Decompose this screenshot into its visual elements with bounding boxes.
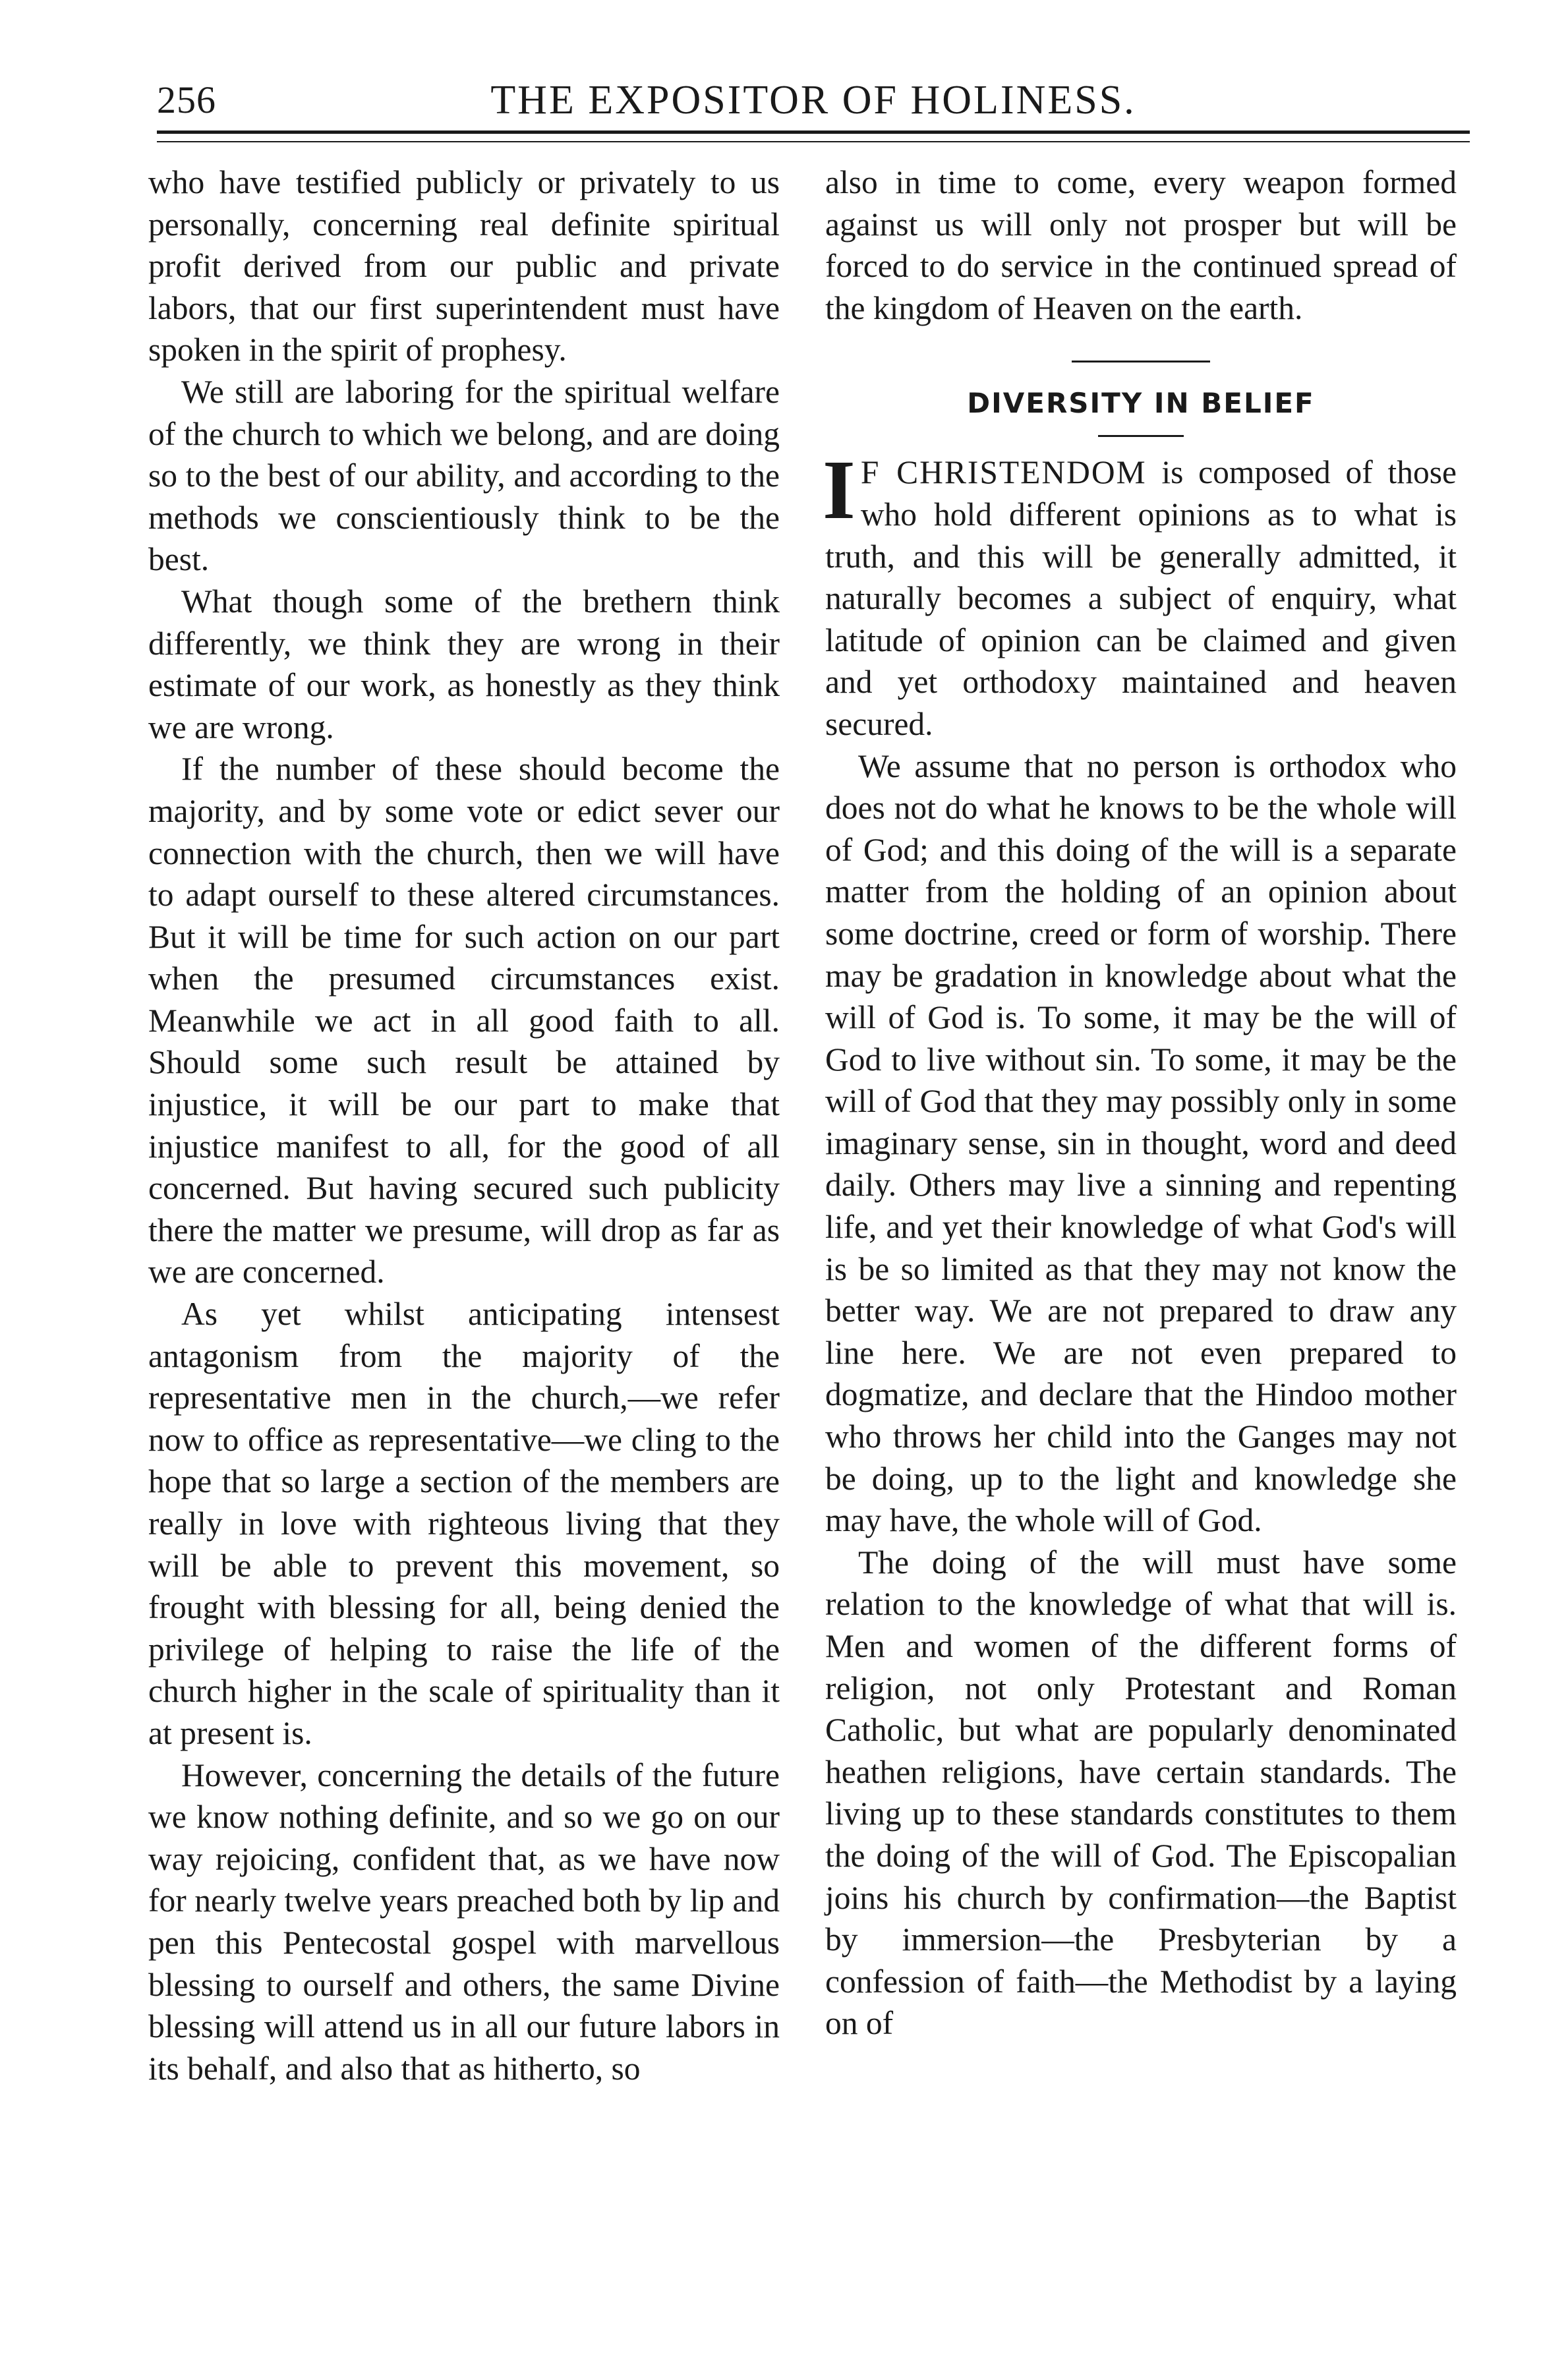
opening-text: is composed of those who hold different opinions as to what is truth, and this will be generally admitted, it naturally becomes a subject of enquiry, what latitude of opinion can be claimed and given and yet orthodoxy maintained and heaven secured. xyxy=(825,454,1457,742)
opening-smallcaps: F CHRISTENDOM xyxy=(860,454,1147,491)
paragraph: The doing of the will must have some relation to the knowledge of what that will is. Men and women of the different forms of religion, not only Protestant and Roman Catholic, but what are popularly denominated heathen religions, have certain standards. The living up to these standards constitutes to them the doing of the will of God. The Episcopalian joins his church by confirmation—the Baptist by immersion—the Presbyterian by a confession of faith—the Methodist by a laying on of xyxy=(825,1544,1457,2042)
paragraph: We assume that no person is orthodox who does not do what he knows to be the whole will of God; and this doing of the will is a separate matter from the holding of an opinion about some doctrine, creed or form of worship. There may be gradation in knowledge about what the will of God is. To some, it may be the will of God to live without sin. To some, it may be the will of God that they may possibly only in some imaginary sense, sin in thought, word and deed daily. Others may live a sinning and repenting life, and yet their knowledge of what God's will is be so limited as that they may not know the better way. We are not prepared to draw any line here. We are not even prepared to dogmatize, and declare that the Hindoo mother who throws her child into the Ganges may not be doing, up to the light and knowledge she may have, the whole will of God. xyxy=(825,747,1457,1539)
header-rule-thin xyxy=(157,141,1470,142)
heading-underline xyxy=(1098,435,1184,437)
opening-paragraph xyxy=(823,443,1457,745)
paragraph: who have testified publicly or privately to us personally, concerning real definite spiritual profit derived from our public and private labors, that our first superintendent must have spoken in the spirit of prophesy. xyxy=(148,164,780,368)
right-column xyxy=(825,161,1457,2044)
page-header xyxy=(157,74,1470,127)
left-column xyxy=(148,161,780,2089)
section-heading: DIVERSITY IN BELIEF xyxy=(967,387,1315,420)
paragraph-continuation: also in time to come, every weapon formed against us will only not prosper but will be forced to do service in the continued spread of the kingdom of Heaven on the earth. xyxy=(825,164,1457,326)
running-title: THE EXPOSITOR OF HOLINESS. xyxy=(490,78,1136,123)
section-divider xyxy=(1072,361,1210,362)
drop-cap: I xyxy=(823,443,856,537)
paragraph: As yet whilst anticipating intensest antagonism from the majority of the representative men in the church,—we refer now to office as representative—we cling to the hope that so large a section of the members are really in love with righteous living that they will be able to prevent this movement, so frought with blessing for all, being denied the privilege of helping to raise the life of the church higher in the scale of spirituality than it at present is. xyxy=(148,1296,780,1751)
header-rule-thick xyxy=(157,130,1470,134)
paragraph: What though some of the brethern think differently, we think they are wrong in their estimate of our work, as honestly as they think we are wrong. xyxy=(148,583,780,745)
paragraph: However, concerning the details of the future we know nothing definite, and so we go on our way rejoicing, confident that, as we have now for nearly twelve years preached both by lip and pen this Pentecostal gospel with marvellous blessing to ourself and others, the same Divine blessing will attend us in all our future labors in its behalf, and also that as hitherto, so xyxy=(148,1756,780,2087)
page-number: 256 xyxy=(157,78,216,121)
paragraph: If the number of these should become the majority, and by some vote or edict sever our connection with the church, then we will have to adapt ourself to these altered circumstances. But it will be time for such action on our part when the presumed circumstances exist. Meanwhile we act in all good faith to all. Should some such result be attained by injustice, it will be our part to make that injustice manifest to all, for the good of all concerned. But having secured such publicity there the matter we presume, will drop as far as we are concerned. xyxy=(148,751,780,1290)
paragraph: We still are laboring for the spiritual welfare of the church to which we belong, and are doing so to the best of our ability, and according to the methods we conscientiously think to be the best. xyxy=(148,373,780,578)
